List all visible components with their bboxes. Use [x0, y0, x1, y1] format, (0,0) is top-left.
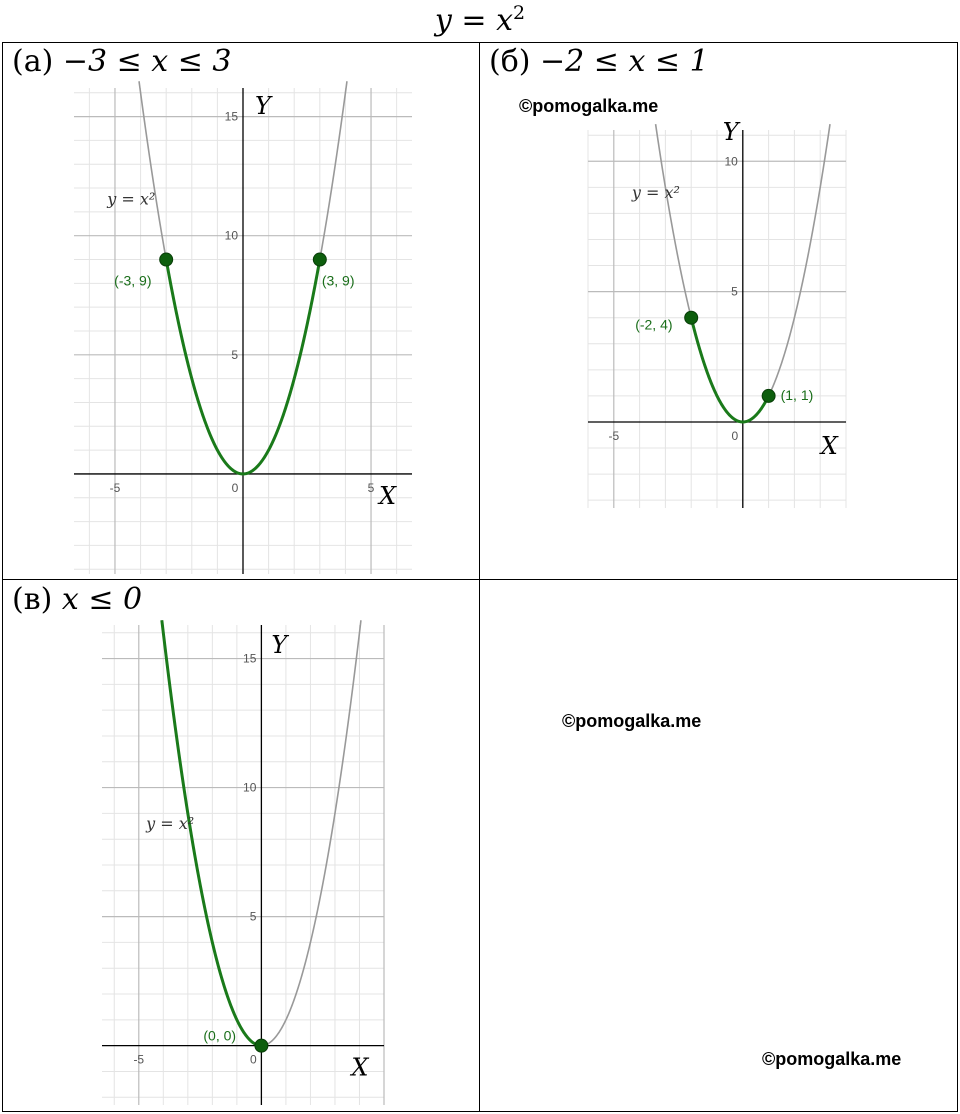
y-axis-label: Y	[722, 118, 739, 146]
chart-panel-b	[588, 118, 846, 508]
y-axis-label: Y	[255, 92, 271, 120]
equation-label: y = x²	[107, 189, 156, 209]
chart-panel-a	[74, 88, 412, 574]
x-tick-label: 0	[231, 480, 239, 495]
x-axis-label: X	[820, 431, 838, 460]
y-axis-label: Y	[271, 631, 288, 659]
data-point	[160, 253, 173, 266]
equation-label: y = x²	[146, 813, 195, 833]
watermark-2: ©pomogalka.me	[562, 711, 702, 731]
panel-b-prefix: (б)	[489, 44, 531, 79]
y-tick-label: 15	[224, 109, 238, 124]
panel-a-range: −3 ≤ x ≤ 3	[62, 44, 232, 79]
y-tick-label: 15	[243, 651, 257, 666]
title-exp: 2	[513, 2, 526, 24]
panel-a-label	[12, 44, 232, 79]
x-tick-label: 0	[731, 428, 739, 443]
y-tick-label: 10	[224, 228, 238, 243]
x-tick-label: 0	[250, 1052, 257, 1067]
x-tick-label: -5	[133, 1052, 145, 1067]
panel-b-label	[489, 44, 709, 79]
y-tick-label: 10	[724, 154, 738, 169]
data-point	[313, 253, 326, 266]
panel-c-range: x ≤ 0	[61, 582, 143, 617]
data-point	[762, 389, 775, 402]
title-eq: =	[461, 3, 487, 38]
data-point	[685, 311, 698, 324]
data-point-label: (-3, 9)	[114, 272, 152, 289]
panel-b-range: −2 ≤ x ≤ 1	[540, 44, 709, 79]
x-axis-label: X	[351, 1053, 369, 1082]
data-point-label: (-2, 4)	[635, 316, 673, 333]
data-point-label: (3, 9)	[321, 272, 355, 289]
title-base: x	[496, 3, 513, 38]
watermark-3: ©pomogalka.me	[762, 1049, 902, 1069]
table-divider-vertical	[479, 42, 480, 1112]
equation-label: y = x²	[631, 182, 680, 202]
x-axis-label: X	[379, 481, 397, 510]
x-tick-label: -5	[608, 428, 620, 443]
watermark-1: ©pomogalka.me	[519, 96, 659, 116]
panel-a-prefix: (а)	[12, 44, 54, 79]
panel-c-label	[12, 582, 142, 617]
title-lhs: y	[434, 3, 452, 38]
page-title	[0, 2, 960, 38]
panel-c-prefix: (в)	[12, 582, 53, 617]
y-tick-label: 5	[249, 909, 257, 924]
y-tick-label: 5	[231, 347, 238, 362]
table-divider-horizontal	[2, 579, 958, 580]
data-point-label: (1, 1)	[780, 386, 814, 403]
data-point-label: (0, 0)	[203, 1027, 237, 1044]
y-tick-label: 5	[731, 284, 738, 299]
chart-panel-c	[102, 625, 384, 1105]
x-tick-label: 5	[367, 480, 375, 495]
y-tick-label: 10	[243, 780, 257, 795]
x-tick-label: -5	[109, 480, 121, 495]
data-point	[255, 1039, 268, 1052]
